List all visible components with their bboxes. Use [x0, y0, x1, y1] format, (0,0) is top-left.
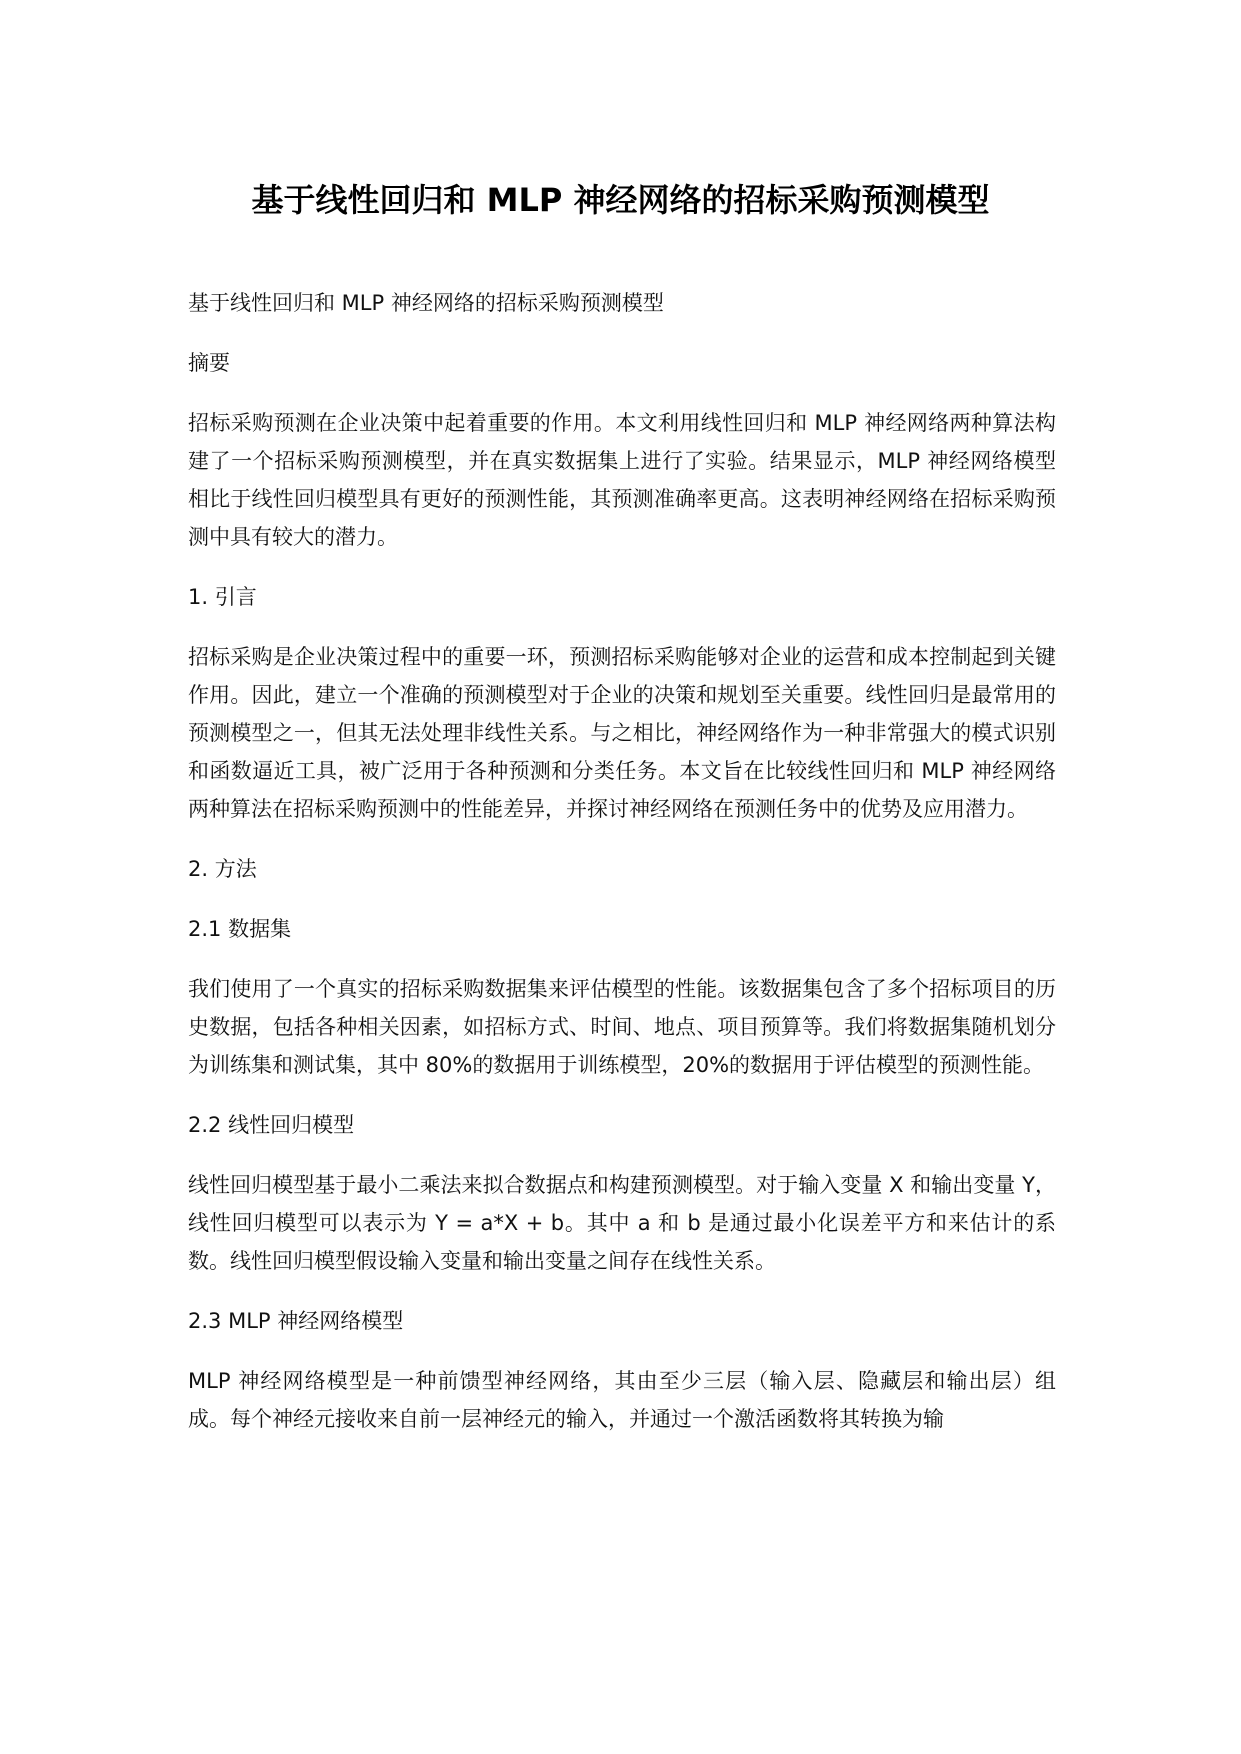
subsection-heading-dataset: 2.1 数据集: [188, 917, 292, 941]
subsection-heading-linear-regression: 2.2 线性回归模型: [188, 1113, 355, 1137]
document-title: 基于线性回归和 MLP 神经网络的招标采购预测模型: [251, 181, 990, 219]
linear-regression-paragraph: 线性回归模型基于最小二乘法来拟合数据点和构建预测模型。对于输入变量 X 和输出变量 Y，线性回归模型可以表示为 Y = a*X + b。其中 a 和 b 是通过最小化误差平方和来估计的系数。线性回归模型假设输入变量和输出变量之间存在线性关系。: [188, 1173, 1056, 1273]
abstract-heading: 摘要: [188, 351, 230, 375]
mlp-paragraph: MLP 神经网络模型是一种前馈型神经网络，其由至少三层（输入层、隐藏层和输出层）组成。每个神经元接收来自前一层神经元的输入，并通过一个激活函数将其转换为输: [188, 1369, 1056, 1431]
subtitle-paragraph: 基于线性回归和 MLP 神经网络的招标采购预测模型: [188, 291, 664, 315]
subsection-heading-mlp: 2.3 MLP 神经网络模型: [188, 1309, 404, 1333]
section-heading-introduction: 1. 引言: [188, 585, 257, 609]
abstract-paragraph: 招标采购预测在企业决策中起着重要的作用。本文利用线性回归和 MLP 神经网络两种算法构建了一个招标采购预测模型，并在真实数据集上进行了实验。结果显示，MLP 神经网络模型相比于线性回归模型具有更好的预测性能，其预测准确率更高。这表明神经网络在招标采购预测中具有较大的潜力。: [188, 411, 1056, 549]
dataset-paragraph: 我们使用了一个真实的招标采购数据集来评估模型的性能。该数据集包含了多个招标项目的历史数据，包括各种相关因素，如招标方式、时间、地点、项目预算等。我们将数据集随机划分为训练集和测试集，其中 80%的数据用于训练模型，20%的数据用于评估模型的预测性能。: [188, 977, 1056, 1077]
section-heading-methods: 2. 方法: [188, 857, 257, 881]
document-body: [188, 284, 1056, 1438]
introduction-paragraph: 招标采购是企业决策过程中的重要一环，预测招标采购能够对企业的运营和成本控制起到关键作用。因此，建立一个准确的预测模型对于企业的决策和规划至关重要。线性回归是最常用的预测模型之一，但其无法处理非线性关系。与之相比，神经网络作为一种非常强大的模式识别和函数逼近工具，被广泛用于各种预测和分类任务。本文旨在比较线性回归和 MLP 神经网络两种算法在招标采购预测中的性能差异，并探讨神经网络在预测任务中的优势及应用潜力。: [188, 645, 1056, 821]
